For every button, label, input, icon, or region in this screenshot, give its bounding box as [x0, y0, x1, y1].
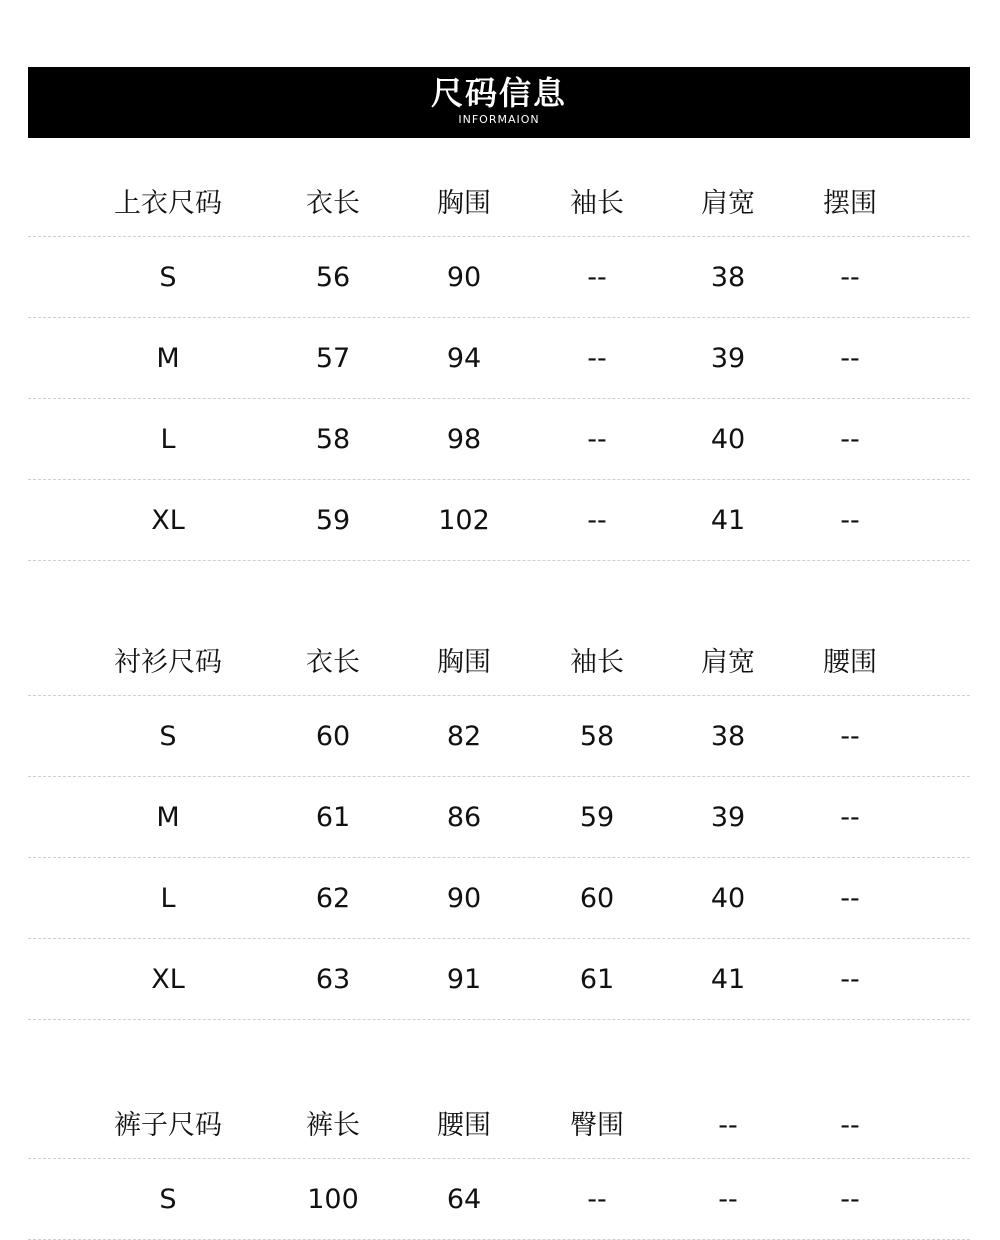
table-cell: 64 — [446, 1183, 482, 1215]
table-cell: 90 — [446, 882, 482, 914]
size-cell: S — [159, 1183, 177, 1215]
table-row — [28, 777, 970, 858]
table-header-row — [28, 621, 970, 696]
header-cell: 裤长 — [306, 1109, 360, 1141]
header-cell: 摆围 — [823, 187, 877, 219]
shirt-size-table — [28, 621, 970, 1020]
table-cell: 60 — [579, 882, 615, 914]
table-cell: 90 — [446, 261, 482, 293]
table-row — [28, 318, 970, 399]
table-cell: 59 — [315, 504, 351, 536]
table-cell: 100 — [307, 1183, 359, 1215]
table-cell: -- — [840, 720, 860, 752]
table-cell: 59 — [579, 801, 615, 833]
table-cell: -- — [840, 423, 860, 455]
table-cell: -- — [587, 261, 607, 293]
table-cell: 57 — [315, 342, 351, 374]
size-cell: XL — [151, 963, 185, 995]
table-cell: 39 — [710, 342, 746, 374]
header-cell: -- — [718, 1109, 738, 1141]
table-header-row — [28, 1084, 970, 1159]
header-cell: 肩宽 — [701, 646, 755, 678]
table-cell: -- — [587, 342, 607, 374]
table-cell: -- — [840, 504, 860, 536]
table-cell: 40 — [710, 882, 746, 914]
table-cell: -- — [587, 423, 607, 455]
header-cell: 袖长 — [570, 646, 624, 678]
table-row — [28, 237, 970, 318]
info-banner — [28, 67, 970, 138]
top-size-table — [28, 162, 970, 561]
table-cell: -- — [840, 801, 860, 833]
table-cell: 41 — [710, 504, 746, 536]
header-cell: 衣长 — [306, 646, 360, 678]
table-row — [28, 696, 970, 777]
table-cell: -- — [840, 963, 860, 995]
table-cell: -- — [587, 504, 607, 536]
table-row — [28, 480, 970, 561]
header-cell: 胸围 — [437, 646, 491, 678]
table-cell: 56 — [315, 261, 351, 293]
table-cell: -- — [840, 342, 860, 374]
header-cell: 臀围 — [570, 1109, 624, 1141]
table-cell: 41 — [710, 963, 746, 995]
table-cell: 58 — [315, 423, 351, 455]
table-row — [28, 858, 970, 939]
size-cell: M — [156, 801, 180, 833]
header-cell: 肩宽 — [701, 187, 755, 219]
table-cell: 61 — [579, 963, 615, 995]
table-cell: 38 — [710, 261, 746, 293]
table-cell: 82 — [446, 720, 482, 752]
banner-title: 尺码信息 — [430, 74, 567, 112]
table-cell: 60 — [315, 720, 351, 752]
table-row — [28, 399, 970, 480]
table-cell: -- — [840, 261, 860, 293]
table-header-row — [28, 162, 970, 237]
size-cell: S — [159, 720, 177, 752]
table-cell: 86 — [446, 801, 482, 833]
table-cell: 63 — [315, 963, 351, 995]
size-cell: M — [156, 342, 180, 374]
table-cell: 61 — [315, 801, 351, 833]
header-cell: 裤子尺码 — [114, 1109, 222, 1141]
header-cell: 腰围 — [823, 646, 877, 678]
header-cell: 胸围 — [437, 187, 491, 219]
size-cell: L — [160, 423, 176, 455]
header-cell: -- — [840, 1109, 860, 1141]
table-cell: -- — [587, 1183, 607, 1215]
header-cell: 衬衫尺码 — [114, 646, 222, 678]
size-cell: S — [159, 261, 177, 293]
table-cell: -- — [718, 1183, 738, 1215]
table-cell: 102 — [438, 504, 490, 536]
header-cell: 腰围 — [437, 1109, 491, 1141]
table-cell: 58 — [579, 720, 615, 752]
pants-size-table — [28, 1084, 970, 1240]
size-cell: L — [160, 882, 176, 914]
table-cell: 98 — [446, 423, 482, 455]
table-cell: 40 — [710, 423, 746, 455]
table-cell: 62 — [315, 882, 351, 914]
table-cell: 91 — [446, 963, 482, 995]
size-cell: XL — [151, 504, 185, 536]
table-cell: -- — [840, 1183, 860, 1215]
table-cell: 38 — [710, 720, 746, 752]
table-cell: 39 — [710, 801, 746, 833]
header-cell: 袖长 — [570, 187, 624, 219]
table-cell: -- — [840, 882, 860, 914]
table-cell: 94 — [446, 342, 482, 374]
banner-subtitle: INFORMAION — [458, 113, 540, 126]
header-cell: 衣长 — [306, 187, 360, 219]
header-cell: 上衣尺码 — [114, 187, 222, 219]
table-row — [28, 939, 970, 1020]
